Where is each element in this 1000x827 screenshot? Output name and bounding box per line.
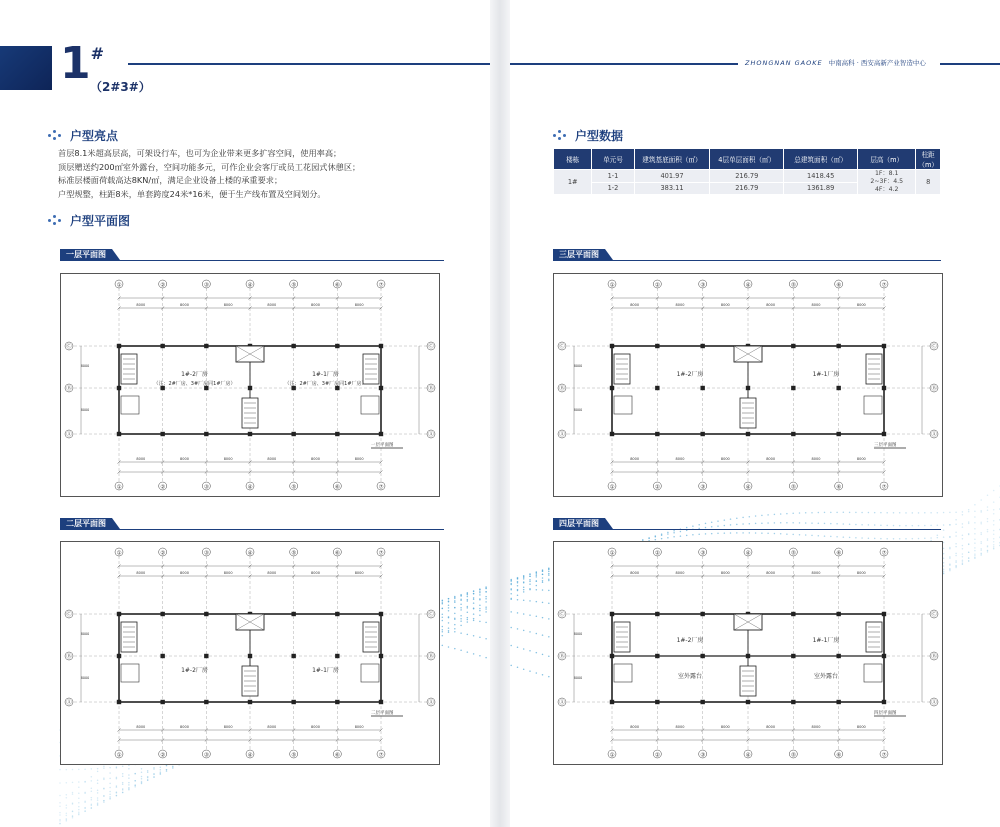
- structural-column: [117, 654, 121, 658]
- plan-stamp: 三层平面图: [874, 443, 897, 448]
- structural-column: [882, 344, 886, 348]
- dimension-text: 8000: [354, 571, 364, 575]
- dimension-text: 8000: [80, 364, 90, 368]
- grid-label: ①: [116, 550, 122, 557]
- grid-label: Ⓐ: [66, 700, 72, 706]
- floor-plan-2-drawing: [61, 542, 439, 764]
- grid-label: ③: [203, 282, 209, 289]
- building-sub-numbers: （2#3#）: [90, 80, 151, 94]
- structural-column: [610, 386, 614, 390]
- dimension-text: 8000: [354, 303, 364, 307]
- dimension-text: 8000: [630, 725, 640, 729]
- grid-label: ④: [247, 752, 253, 759]
- dimension-text: 8000: [80, 676, 90, 680]
- dimension-text: 8000: [766, 457, 776, 461]
- grid-label: Ⓐ: [559, 432, 565, 438]
- grid-label: ①: [116, 282, 122, 289]
- terrace-label-right: 室外露台: [813, 673, 839, 680]
- toilet-room: [121, 396, 139, 414]
- structural-column: [882, 386, 886, 390]
- highlights-heading: 户型亮点: [48, 127, 118, 144]
- grid-label: Ⓑ: [931, 654, 937, 660]
- structural-column: [248, 700, 252, 704]
- grid-label: Ⓐ: [428, 432, 434, 438]
- data-heading: 户型数据: [553, 127, 623, 144]
- grid-label: Ⓒ: [931, 344, 937, 350]
- structural-column: [610, 344, 614, 348]
- grid-label: ⑦: [881, 752, 887, 759]
- unit-data-table: [553, 148, 941, 195]
- grid-label: ⑤: [790, 484, 796, 491]
- structural-column: [335, 654, 339, 658]
- grid-label: Ⓐ: [931, 432, 937, 438]
- structural-column: [655, 386, 659, 390]
- dimension-text: 8000: [720, 303, 730, 307]
- structural-column: [204, 654, 208, 658]
- dimension-text: 8000: [766, 303, 776, 307]
- highlight-line: 标准层楼面荷载高达8KN/㎡，满足企业设备上楼的承重要求；: [58, 175, 283, 185]
- room-note-left: （注：2#厂房、3#厂房同1#厂房）: [153, 381, 236, 387]
- room-label-left: 1#-2厂房: [676, 371, 704, 378]
- grid-label: Ⓒ: [66, 344, 72, 350]
- column-spacing-cell: 8: [916, 170, 941, 195]
- dimension-text: 8000: [573, 364, 583, 368]
- grid-label: ①: [609, 550, 615, 557]
- structural-column: [379, 386, 383, 390]
- dimension-text: 8000: [136, 725, 146, 729]
- structural-column: [117, 612, 121, 616]
- structural-column: [836, 700, 840, 704]
- grid-label: ④: [247, 282, 253, 289]
- dimension-text: 8000: [811, 457, 821, 461]
- structural-column: [291, 344, 295, 348]
- grid-label: ②: [160, 484, 166, 491]
- room-label-left: 1#-2厂房: [181, 667, 208, 674]
- floor-height-cell: [858, 170, 916, 195]
- dots-icon: [553, 130, 567, 142]
- dimension-text: 8000: [811, 725, 821, 729]
- grid-label: ④: [247, 550, 253, 557]
- grid-label: ⑥: [334, 282, 340, 289]
- structural-column: [291, 700, 295, 704]
- structural-column: [160, 700, 164, 704]
- grid-label: ③: [203, 484, 209, 491]
- plan1-title-rule: [60, 260, 444, 261]
- toilet-room: [864, 396, 882, 414]
- dimension-text: 8000: [354, 457, 364, 461]
- structural-column: [379, 344, 383, 348]
- highlights-text: [58, 147, 478, 201]
- floor-area-cell: 216.79: [710, 170, 784, 183]
- structural-column: [610, 432, 614, 436]
- grid-label: Ⓒ: [428, 612, 434, 618]
- structural-column: [117, 344, 121, 348]
- grid-label: ①: [609, 282, 615, 289]
- structural-column: [746, 700, 750, 704]
- dimension-text: 8000: [311, 303, 320, 307]
- structural-column: [610, 700, 614, 704]
- grid-label: ③: [700, 282, 706, 289]
- dimension-text: 8000: [720, 725, 730, 729]
- dots-icon: [48, 215, 62, 227]
- structural-column: [836, 386, 840, 390]
- dimension-text: 8000: [675, 725, 685, 729]
- plan-stamp: 一层平面图: [371, 443, 394, 448]
- dimension-text: 8000: [311, 457, 320, 461]
- dimension-text: 8000: [311, 725, 320, 729]
- grid-label: ②: [160, 550, 166, 557]
- grid-label: Ⓐ: [559, 700, 565, 706]
- total-area-cell: 1418.45: [784, 170, 858, 183]
- plan3-title-rule: [553, 260, 941, 261]
- grid-label: ⑥: [334, 550, 340, 557]
- toilet-room: [614, 664, 632, 682]
- grid-label: ⑤: [291, 282, 297, 289]
- grid-label: ②: [654, 484, 660, 491]
- floor-height-line: 1F：8.1: [874, 170, 899, 177]
- unit-cell: 1-1: [592, 170, 634, 183]
- grid-label: ⑤: [790, 752, 796, 759]
- base-area-cell: 383.11: [634, 182, 710, 195]
- structural-column: [700, 386, 704, 390]
- left-header-rule: [128, 63, 490, 65]
- page-gutter: [490, 0, 510, 827]
- grid-label: Ⓐ: [931, 700, 937, 706]
- right-page: [510, 0, 1000, 827]
- grid-label: ④: [247, 484, 253, 491]
- dots-icon: [48, 130, 62, 142]
- structural-column: [836, 612, 840, 616]
- structural-column: [335, 344, 339, 348]
- dimension-text: 8000: [630, 303, 640, 307]
- structural-column: [610, 612, 614, 616]
- toilet-room: [361, 396, 379, 414]
- structural-column: [117, 386, 121, 390]
- structural-column: [160, 654, 164, 658]
- room-label-right: 1#-1厂房: [312, 667, 339, 674]
- toilet-room: [121, 664, 139, 682]
- dimension-text: 8000: [80, 632, 90, 636]
- table-row: [554, 170, 941, 183]
- structural-column: [655, 344, 659, 348]
- dimension-text: 8000: [136, 571, 146, 575]
- grid-label: ⑦: [881, 484, 887, 491]
- grid-label: ⑥: [836, 282, 842, 289]
- grid-label: ③: [203, 752, 209, 759]
- base-area-cell: 401.97: [634, 170, 710, 183]
- toilet-room: [864, 664, 882, 682]
- plan-stamp: 二层平面图: [371, 711, 394, 716]
- dimension-text: 8000: [766, 725, 776, 729]
- grid-label: ⑥: [334, 484, 340, 491]
- structural-column: [379, 612, 383, 616]
- structural-column: [291, 612, 295, 616]
- dimension-text: 8000: [267, 725, 277, 729]
- grid-label: Ⓐ: [428, 700, 434, 706]
- highlight-line: 首层8.1米超高层高，可架设行车，也可为企业带来更多扩容空间，使用率高；: [58, 148, 342, 158]
- plan1-title: 一层平面图: [60, 249, 112, 260]
- plan2-title: 二层平面图: [60, 518, 112, 529]
- structural-column: [655, 612, 659, 616]
- dimension-text: 8000: [856, 571, 866, 575]
- floor-area-cell: 216.79: [710, 182, 784, 195]
- floor-plan-1: [60, 273, 440, 497]
- floor-plan-2: [60, 541, 440, 765]
- brand-english: ZHONGNAN GAOKE: [745, 59, 823, 67]
- grid-label: ①: [609, 752, 615, 759]
- grid-label: ④: [745, 484, 751, 491]
- dimension-text: 8000: [180, 457, 189, 461]
- plan3-title: 三层平面图: [553, 249, 605, 260]
- grid-label: ④: [745, 282, 751, 289]
- dimension-text: 8000: [630, 571, 640, 575]
- structural-column: [160, 612, 164, 616]
- grid-label: Ⓒ: [559, 612, 565, 618]
- structural-column: [160, 344, 164, 348]
- structural-column: [291, 432, 295, 436]
- grid-label: Ⓒ: [559, 344, 565, 350]
- grid-label: ⑦: [378, 282, 384, 289]
- structural-column: [379, 654, 383, 658]
- structural-column: [379, 700, 383, 704]
- grid-label: ⑤: [291, 484, 297, 491]
- table-header: 单元号: [592, 149, 634, 170]
- structural-column: [117, 700, 121, 704]
- dimension-text: 8000: [811, 303, 821, 307]
- grid-label: Ⓒ: [66, 612, 72, 618]
- dimension-text: 8000: [136, 457, 146, 461]
- grid-label: ⑦: [378, 484, 384, 491]
- grid-label: Ⓑ: [66, 654, 72, 660]
- dimension-text: 8000: [223, 571, 233, 575]
- grid-label: ②: [654, 752, 660, 759]
- floor-plan-3-drawing: [554, 274, 942, 496]
- right-header-rule-left: [510, 63, 738, 65]
- table-header: 柱距（m）: [916, 149, 941, 170]
- total-area-cell: 1361.89: [784, 182, 858, 195]
- grid-label: ③: [203, 550, 209, 557]
- structural-column: [791, 386, 795, 390]
- structural-column: [700, 432, 704, 436]
- structural-column: [836, 432, 840, 436]
- structural-column: [655, 432, 659, 436]
- structural-column: [160, 432, 164, 436]
- structural-column: [335, 432, 339, 436]
- terrace-label-left: 室外露台: [677, 673, 703, 680]
- grid-label: Ⓒ: [931, 612, 937, 618]
- grid-label: ⑦: [378, 550, 384, 557]
- grid-label: ①: [116, 752, 122, 759]
- grid-label: ③: [700, 752, 706, 759]
- toilet-room: [614, 396, 632, 414]
- dimension-text: 8000: [675, 571, 685, 575]
- grid-label: ④: [745, 550, 751, 557]
- grid-label: ②: [654, 282, 660, 289]
- grid-label: ⑦: [881, 282, 887, 289]
- grid-label: ②: [654, 550, 660, 557]
- dimension-text: 8000: [720, 571, 730, 575]
- plan4-title-rule: [553, 529, 941, 530]
- structural-column: [791, 344, 795, 348]
- room-label-right: 1#-1厂房: [812, 371, 840, 378]
- grid-label: ⑤: [291, 550, 297, 557]
- grid-label: Ⓑ: [931, 386, 937, 392]
- table-header-row: [554, 149, 941, 170]
- grid-label: Ⓑ: [428, 654, 434, 660]
- dimension-text: 8000: [811, 571, 821, 575]
- structural-column: [882, 432, 886, 436]
- dimension-text: 8000: [573, 632, 583, 636]
- structural-column: [700, 612, 704, 616]
- room-label-left: 1#-2厂房: [181, 371, 208, 378]
- structural-column: [700, 700, 704, 704]
- grid-label: ①: [609, 484, 615, 491]
- grid-label: Ⓑ: [559, 654, 565, 660]
- structural-column: [700, 344, 704, 348]
- floor-height-line: 2~3F：4.5: [870, 178, 904, 185]
- dimension-text: 8000: [856, 457, 866, 461]
- plan4-title: 四层平面图: [553, 518, 605, 529]
- structural-column: [746, 432, 750, 436]
- table-header: 建筑基底面积（㎡）: [634, 149, 710, 170]
- dimension-text: 8000: [223, 725, 233, 729]
- grid-label: Ⓐ: [66, 432, 72, 438]
- structural-column: [836, 344, 840, 348]
- structural-column: [248, 432, 252, 436]
- structural-column: [335, 612, 339, 616]
- grid-label: ⑥: [836, 550, 842, 557]
- structural-column: [204, 612, 208, 616]
- structural-column: [791, 612, 795, 616]
- grid-label: ⑦: [881, 550, 887, 557]
- grid-label: ⑥: [334, 752, 340, 759]
- structural-column: [655, 700, 659, 704]
- room-label-right: 1#-1厂房: [812, 637, 840, 644]
- grid-label: ④: [745, 752, 751, 759]
- table-header: 楼栋: [554, 149, 592, 170]
- plan-stamp: 四层平面图: [874, 711, 897, 716]
- dimension-text: 8000: [675, 457, 685, 461]
- dimension-text: 8000: [573, 408, 583, 412]
- grid-label: ②: [160, 752, 166, 759]
- dimension-text: 8000: [856, 725, 866, 729]
- toilet-room: [361, 664, 379, 682]
- dimension-text: 8000: [573, 676, 583, 680]
- building-cell: 1#: [554, 170, 592, 195]
- structural-column: [791, 432, 795, 436]
- structural-column: [204, 344, 208, 348]
- floor-plan-4: [553, 541, 943, 765]
- dimension-text: 8000: [223, 303, 233, 307]
- dimension-text: 8000: [136, 303, 146, 307]
- structural-column: [204, 700, 208, 704]
- dimension-text: 8000: [267, 571, 277, 575]
- structural-column: [882, 700, 886, 704]
- grid-label: ⑤: [790, 550, 796, 557]
- grid-label: ③: [700, 550, 706, 557]
- left-page: [0, 0, 490, 827]
- floor-plan-4-drawing: [554, 542, 942, 764]
- grid-label: ①: [116, 484, 122, 491]
- brand-header: [745, 58, 926, 67]
- room-label-right: 1#-1厂房: [312, 371, 339, 378]
- dimension-text: 8000: [856, 303, 866, 307]
- structural-column: [379, 432, 383, 436]
- right-header-rule-right: [940, 63, 1000, 65]
- grid-label: Ⓑ: [66, 386, 72, 392]
- highlight-line: 户型规整，柱距8米，单套跨度24米*16米，便于生产线布置及空间划分。: [58, 188, 326, 199]
- dimension-text: 8000: [630, 457, 640, 461]
- plan2-title-rule: [60, 529, 444, 530]
- structural-column: [117, 432, 121, 436]
- dimension-text: 8000: [675, 303, 685, 307]
- structural-column: [791, 700, 795, 704]
- floor-plan-3: [553, 273, 943, 497]
- structural-column: [335, 700, 339, 704]
- grid-label: ⑥: [836, 752, 842, 759]
- plans-heading: 户型平面图: [48, 212, 130, 229]
- table-header: 层高（m）: [858, 149, 916, 170]
- room-label-left: 1#-2厂房: [676, 637, 704, 644]
- structural-column: [882, 612, 886, 616]
- room-note-right: （注：2#厂房、3#厂房同1#厂房）: [284, 381, 367, 387]
- building-number: 1#: [60, 38, 105, 89]
- dimension-text: 8000: [766, 571, 776, 575]
- dimension-text: 8000: [267, 457, 277, 461]
- grid-label: ⑦: [378, 752, 384, 759]
- floor-height-line: 4F：4.2: [874, 186, 899, 193]
- grid-label: Ⓑ: [559, 386, 565, 392]
- title-color-block: [0, 46, 52, 90]
- grid-label: Ⓑ: [428, 386, 434, 392]
- table-header: 总建筑面积（㎡）: [784, 149, 858, 170]
- dimension-text: 8000: [180, 725, 189, 729]
- table-header: 4层单层面积（㎡）: [710, 149, 784, 170]
- highlight-line: 顶层赠送约200㎡室外露台，空间功能多元，可作企业会客厅或员工花园式休憩区；: [58, 161, 361, 172]
- dimension-text: 8000: [223, 457, 233, 461]
- unit-cell: 1-2: [592, 182, 634, 195]
- dimension-text: 8000: [180, 303, 189, 307]
- grid-label: ③: [700, 484, 706, 491]
- grid-label: ⑤: [790, 282, 796, 289]
- structural-column: [291, 654, 295, 658]
- grid-label: ⑥: [836, 484, 842, 491]
- structural-column: [204, 432, 208, 436]
- dimension-text: 8000: [80, 408, 90, 412]
- dimension-text: 8000: [180, 571, 189, 575]
- grid-label: ②: [160, 282, 166, 289]
- brand-chinese: 中南高科 · 西安高新产业智造中心: [828, 59, 926, 67]
- dimension-text: 8000: [354, 725, 364, 729]
- grid-label: ⑤: [291, 752, 297, 759]
- floor-plan-1-drawing: [61, 274, 439, 496]
- grid-label: Ⓒ: [428, 344, 434, 350]
- dimension-text: 8000: [720, 457, 730, 461]
- dimension-text: 8000: [267, 303, 277, 307]
- dimension-text: 8000: [311, 571, 320, 575]
